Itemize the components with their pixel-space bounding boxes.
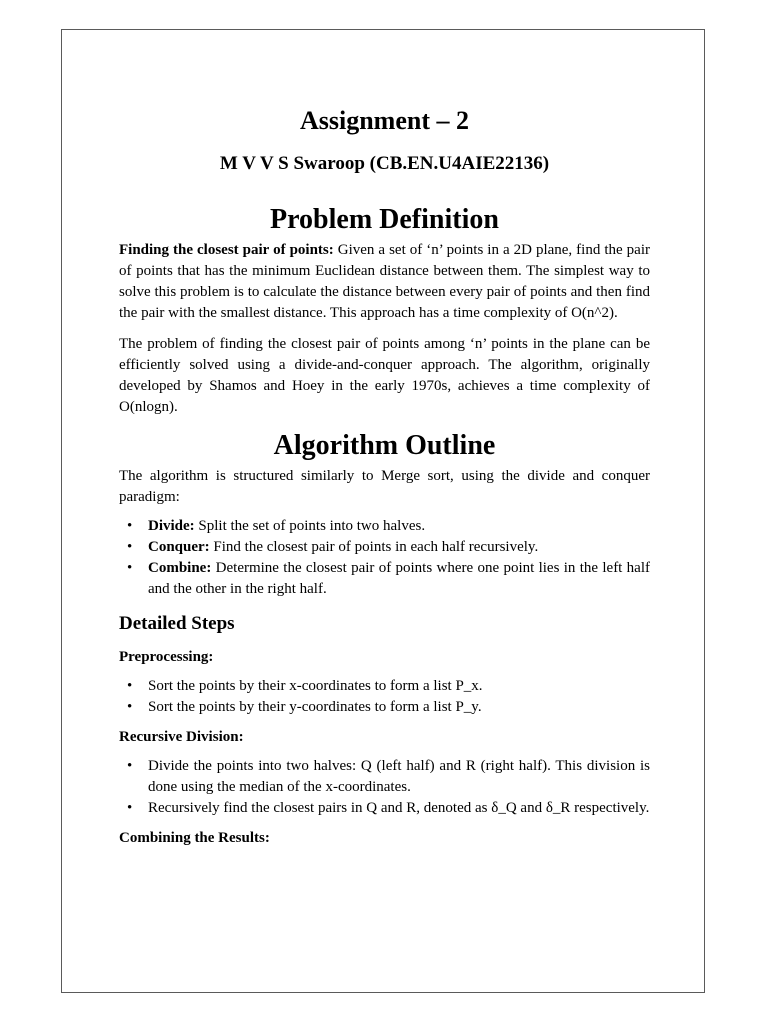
list-item (119, 676, 650, 697)
preprocessing-heading: Preprocessing: (119, 649, 214, 665)
author-line: M V V S Swaroop (CB.EN.U4AIE22136) (219, 153, 550, 174)
list-item (119, 558, 650, 600)
bullet-icon: • (127, 678, 133, 694)
document-title: Assignment – 2 (299, 106, 469, 135)
list-item-text: Sort the points by their x-coordinates to form a list P_x. (148, 678, 483, 694)
document-page (61, 29, 705, 993)
list-item-text: Divide the points into two halves: Q (left half) and R (right half). This division is done using the median of the x-coordinates. (148, 758, 650, 795)
list-item (119, 756, 650, 798)
list-item-text: Determine the closest pair of points where one point lies in the left half and the other in the right half. (148, 560, 650, 597)
list-item (119, 516, 650, 537)
list-item-text: Sort the points by their y-coordinates to form a list P_y. (148, 699, 482, 715)
bullet-icon: • (127, 539, 133, 555)
outline-list (119, 516, 650, 600)
bullet-icon: • (127, 518, 133, 534)
list-item-text: Split the set of points into two halves. (194, 518, 426, 534)
list-item (119, 537, 650, 558)
preprocessing-list (119, 676, 650, 718)
document-content (119, 102, 650, 849)
list-item-lead: Conquer: (148, 539, 210, 555)
problem-paragraph-2: The problem of finding the closest pair of points among ‘n’ points in the plane can be efficiently solved using a divide-and-conquer approach. The algorithm, originally developed by Shamos and Hoey in the early 1970s, achieves a time complexity of O(nlogn). (119, 336, 650, 415)
problem-definition-heading: Problem Definition (270, 204, 499, 235)
list-item (119, 798, 650, 819)
problem-paragraph-1-lead: Finding the closest pair of points: (119, 242, 334, 258)
list-item-text: Find the closest pair of points in each half recursively. (209, 539, 539, 555)
outline-intro: The algorithm is structured similarly to Merge sort, using the divide and conquer paradigm: (119, 468, 650, 505)
list-item-lead: Combine: (148, 560, 212, 576)
bullet-icon: • (127, 699, 133, 715)
problem-paragraph-1-text: Given a set of ‘n’ points in a 2D plane, find the pair of points that has the minimum Euclidean distance between them. The simplest way to solve this problem is to calculate the distance between every pair of points and then find the pair with the smallest distance. This approach has a time complexity of O(n^2). (119, 242, 650, 321)
combining-results-heading: Combining the Results: (119, 830, 270, 846)
list-item-lead: Divide: (148, 518, 195, 534)
recursive-division-heading: Recursive Division: (119, 729, 244, 745)
detailed-steps-heading: Detailed Steps (119, 613, 235, 634)
list-item (119, 697, 650, 718)
recursive-division-list (119, 756, 650, 819)
bullet-icon: • (127, 560, 133, 576)
bullet-icon: • (127, 800, 133, 816)
bullet-icon: • (127, 758, 133, 774)
list-item-text: Recursively find the closest pairs in Q and R, denoted as δ_Q and δ_R respectively. (148, 800, 650, 816)
algorithm-outline-heading: Algorithm Outline (273, 430, 496, 461)
problem-paragraph-1 (119, 240, 650, 324)
